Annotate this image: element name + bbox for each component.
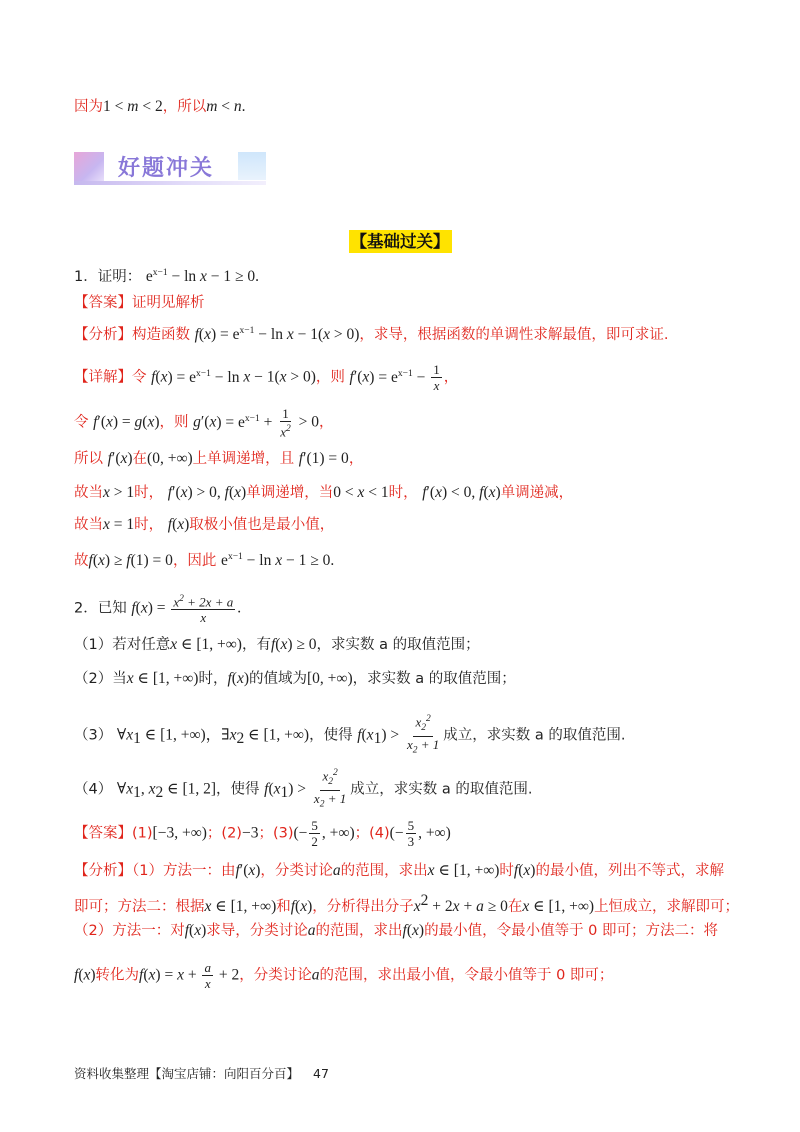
q2-part-1: （1）若对任意x ∈ [1, +∞)，有f(x) ≥ 0，求实数 a 的取值范围； — [74, 636, 480, 653]
q2-p4-c: 成立，求实数 a 的取值范围. — [350, 781, 533, 798]
section-heading-label: 【基础过关】 — [350, 232, 450, 251]
footer-text: 资料收集整理【淘宝店铺：向阳百分百】 — [74, 1066, 300, 1081]
q2-p1-c: ，求实数 a 的取值范围； — [316, 637, 480, 653]
q1-detail-2-a: 令 — [74, 414, 89, 431]
q1-analysis: 【分析】构造函数 $f(x) = e^{x-1} - \ln x - 1(x > 0)$，求导，根据函数的单调性求解最值，即可求证. — [74, 326, 669, 344]
q2-analysis-4: f(x)转化为f(x) = x + $\frac{a}{x}$ + 2，分类讨论a的范围，求出最小值，令最小值等于 0 即可； — [74, 960, 614, 991]
q1-detail-3-c: 上单调递增，且 — [192, 451, 295, 467]
q2-an-2d: 在 — [507, 898, 523, 915]
q2-answer-2: ；(2) — [206, 825, 242, 842]
q1-detail-5-c: 取极小值也是最小值， — [189, 517, 335, 533]
q1-answer — [74, 292, 740, 314]
q2-analysis-3: （2）方法一：对f(x)求导，分类讨论a的范围，求出f(x)的最小值，令最小值等于 0 即可；方法二：将 — [74, 922, 719, 939]
q2-an-3c: 的范围，求出 — [315, 923, 403, 939]
intro-text-yinwei: 因为 — [74, 99, 103, 115]
q2-p2-a: （2）当 — [74, 671, 127, 687]
section-heading — [0, 228, 800, 252]
q1-detail-1-then: ，则 — [315, 369, 345, 386]
q1-detail-tag: 【详解】 — [74, 369, 132, 386]
banner-title: 好题冲关 — [118, 156, 215, 181]
q1-analysis-b: ，求导，根据函数的单调性求解最值，即可求证. — [359, 327, 669, 344]
q1-detail-6: 故f(x) ≥ f(1) = 0，因此 $e^{x-1} - \ln x - 1 \ge 0$. — [74, 552, 335, 570]
q2-answer: 【答案】(1)[−3, +∞)；(2)−3；(3)(− $\frac{5}{2}$ , +∞)；(4)(− $\frac{5}{3}$ , +∞) — [74, 818, 451, 849]
banner-right-decoration — [238, 152, 266, 180]
intro-conclusion: 因为1 < m < 2，所以m < n. — [74, 98, 246, 115]
q2-an-2b: 和 — [276, 898, 291, 915]
q2-answer-3: ；(3) — [258, 825, 294, 842]
q2-an-3a: （2）方法一：对 — [74, 923, 185, 939]
question-1: 1．证明： $e^{x-1} - \ln x - 1 \ge 0$. — [74, 268, 260, 286]
q2-analysis-tag: 【分析】 — [74, 863, 132, 879]
q2-an-2a: 即可；方法二：根据 — [74, 898, 205, 915]
q2-p3-a: （3） — [74, 727, 113, 744]
q1-detail-4-b: 时， — [134, 485, 164, 501]
q2-an-3d: 的最小值，令最小值等于 0 即可；方法二：将 — [424, 923, 719, 939]
q2-p2-b: 时， — [198, 671, 228, 687]
q1-detail-4-c: 单调递增，当 — [246, 485, 334, 501]
q1-answer-tag: 【答案】 — [74, 295, 132, 311]
q1-detail-4-a: 故当 — [74, 485, 103, 501]
question-2-number: 2．已知 — [74, 600, 127, 617]
q2-part-2: （2）当x ∈ [1, +∞)时，f(x)的值域为[0, +∞)，求实数 a 的取值范围； — [74, 670, 516, 687]
q2-p2-d: ，求实数 a 的取值范围； — [352, 671, 516, 687]
q2-p3-b: ，使得 — [309, 727, 353, 744]
q2-p4-b: ，使得 — [216, 781, 260, 798]
q2-answer-1: (1) — [132, 825, 153, 842]
q1-detail-3-a: 所以 — [74, 451, 103, 467]
q2-p2-c: 的值域为 — [249, 671, 308, 687]
q2-analysis-2: 即可；方法二：根据x ∈ [1, +∞)和f(x)，分析得出分子$x^2 + 2x + a \ge 0$在x ∈ [1, +∞)上恒成立，求解即可； — [74, 892, 740, 915]
q1-detail-4-e: 单调递减， — [500, 485, 574, 501]
q2-an-4b: ，分类讨论 — [239, 967, 312, 984]
q2-an-4a: 转化为 — [95, 967, 140, 984]
section-banner — [74, 148, 270, 188]
q2-an-2c: ，分析得出分子 — [312, 898, 414, 915]
q1-detail-3-b: 在 — [132, 451, 148, 467]
q1-detail-ling: 令 — [132, 369, 147, 386]
question-1-number: 1．证明： — [74, 269, 142, 286]
q2-analysis-1: 【分析】（1）方法一：由f′(x)，分类讨论a的范围，求出x ∈ [1, +∞)时f(x)的最小值，列出不等式，求解 — [74, 862, 724, 879]
q1-detail-6-b: ，因此 — [172, 553, 217, 570]
q2-an-1d: 时 — [499, 863, 514, 879]
q1-analysis-tag: 【分析】 — [74, 327, 132, 344]
q2-an-1b: ，分类讨论 — [260, 863, 333, 879]
page-footer — [74, 1064, 329, 1082]
q2-an-1a: （1）方法一：由 — [132, 863, 236, 879]
q2-an-1c: 的范围，求出 — [340, 863, 428, 879]
q1-detail-2-then: ，则 — [159, 414, 189, 431]
q1-detail-6-a: 故 — [74, 553, 89, 570]
q1-detail-3: 所以 f′(x)在(0, +∞)上单调递增，且 f′(1) = 0， — [74, 450, 364, 467]
q1-detail-4-d: 时， — [388, 485, 418, 501]
q2-answer-tag: 【答案】 — [74, 825, 132, 842]
q2-p1-b: ，有 — [241, 637, 271, 653]
q2-an-2e: 上恒成立，求解即可； — [594, 898, 740, 915]
q1-detail-2: 令 f′(x) = g(x)，则 $g'(x) = e^{x-1}$ + $\frac{1}{x^2}$ > 0， — [74, 406, 334, 440]
banner-left-decoration — [74, 152, 104, 182]
q1-analysis-a: 构造函数 — [132, 327, 190, 344]
q2-p4-a: （4） — [74, 781, 113, 798]
q1-detail-5-a: 故当 — [74, 517, 103, 533]
q2-an-4c: 的范围，求出最小值，令最小值等于 0 即可； — [319, 967, 614, 984]
q2-p1-a: （1）若对任意 — [74, 637, 171, 653]
q2-an-3b: 求导，分类讨论 — [206, 923, 308, 939]
q1-detail-5: 故当x = 1时， f(x)取极小值也是最小值， — [74, 516, 335, 533]
q1-detail-5-b: 时， — [134, 517, 164, 533]
q2-part-3: （3） $\forall x_1$ ∈ [1, +∞)，$\exists x_2$ ∈ [1, +∞)，使得 $f(x_1)$ > $\frac{x_2^2}{x_2 + 1}$ 成立，求实数 a 的取值范围. — [74, 714, 626, 756]
q1-detail-1: 【详解】令 $f(x) = e^{x-1} - \ln x - 1(x > 0)$，则 $f'(x) = e^{x-1}$ − $\frac{1}{x}$ ， — [74, 362, 459, 393]
q1-answer-text: 证明见解析 — [132, 295, 205, 311]
q1-detail-4: 故当x > 1时， f′(x) > 0, f(x)单调递增，当0 < x < 1时， f′(x) < 0, f(x)单调递减， — [74, 484, 574, 501]
page-number: 47 — [313, 1066, 329, 1081]
q2-part-4: （4） $\forall x_1$, $x_2$ ∈ [1, 2]，使得 $f(x_1)$ > $\frac{x_2^2}{x_2 + 1}$ 成立，求实数 a 的取值范围. — [74, 768, 533, 810]
q2-an-1e: 的最小值，列出不等式，求解 — [535, 863, 724, 879]
q2-p3-c: 成立，求实数 a 的取值范围. — [443, 727, 626, 744]
question-2: 2．已知 f(x) = $\frac{x^2 + 2x + a}{x}$ . — [74, 594, 242, 626]
q2-answer-4: ；(4) — [354, 825, 390, 842]
